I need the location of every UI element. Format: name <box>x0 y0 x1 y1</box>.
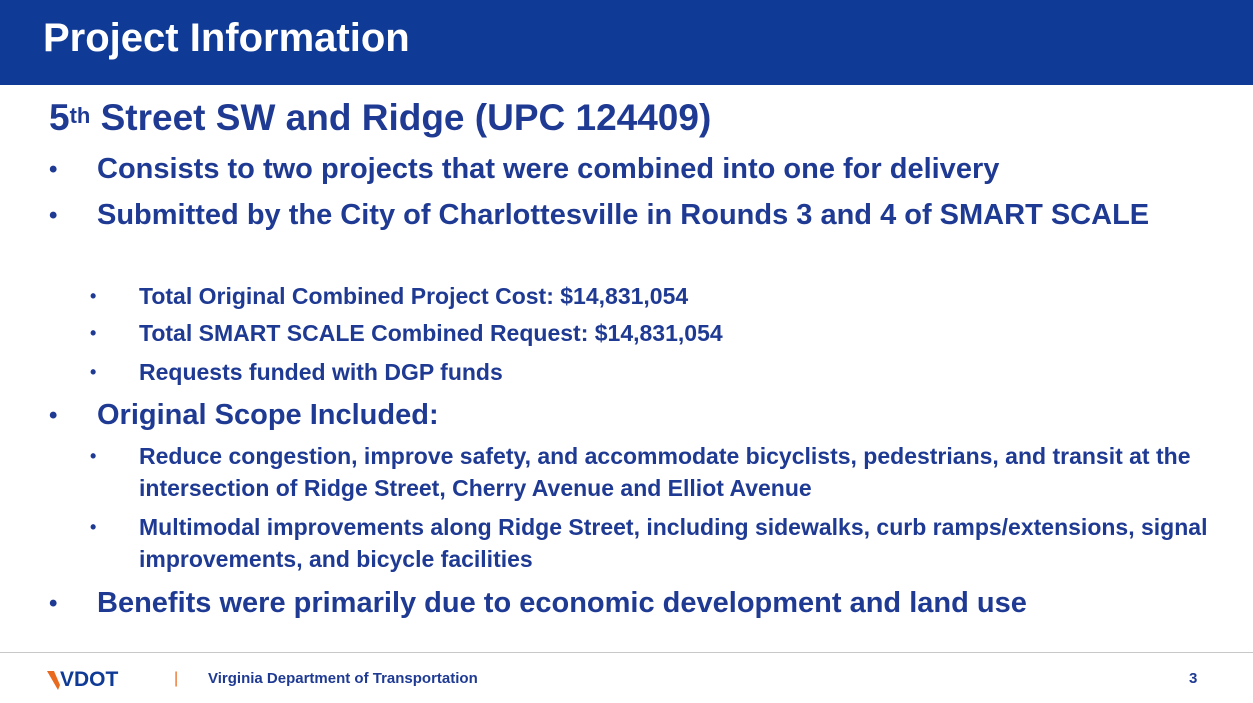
bullet-text: Total SMART SCALE Combined Request: $14,831,054 <box>139 320 723 346</box>
bullet-dot: • <box>90 446 97 466</box>
title-bar <box>0 0 1253 85</box>
bullet-text: Multimodal improvements along Ridge Street, including sidewalks, curb ramps/extensions, signal improvements, and bicycle facilities <box>139 514 1208 572</box>
project-title-sup: th <box>69 103 91 128</box>
vdot-logo <box>46 666 146 692</box>
bullet-dot: • <box>49 402 58 429</box>
bullet-text: Benefits were primarily due to economic development and land use <box>97 587 1027 619</box>
bullet-dot: • <box>90 323 97 343</box>
bullet-text: Original Scope Included: <box>97 399 439 431</box>
bullet-dot: • <box>90 286 97 306</box>
footer-divider <box>0 652 1253 653</box>
bullet-dot: • <box>49 590 58 617</box>
bullet-text: Total Original Combined Project Cost: $14,831,054 <box>139 283 689 309</box>
bullet-text: Requests funded with DGP funds <box>139 359 503 385</box>
bullet-dot: • <box>90 517 97 537</box>
logo-text: VDOT <box>60 668 119 691</box>
bullet-dot: • <box>90 362 97 382</box>
bullet-dot: • <box>49 156 58 183</box>
footer-separator: | <box>174 670 179 687</box>
project-title <box>49 96 711 140</box>
page-number: 3 <box>1189 670 1198 687</box>
bullet-text: Submitted by the City of Charlottesville in Rounds 3 and 4 of SMART SCALE <box>97 199 1150 231</box>
project-title-rest: Street SW and Ridge (UPC 124409) <box>90 97 712 138</box>
bullet-dot: • <box>49 202 58 229</box>
bullet-text: Consists to two projects that were combined into one for delivery <box>97 153 1000 185</box>
project-title-prefix: 5 <box>49 97 70 138</box>
logo-swoosh <box>47 671 60 690</box>
department-name: Virginia Department of Transportation <box>208 670 478 687</box>
bullet-text: Reduce congestion, improve safety, and accommodate bicyclists, pedestrians, and transit at the intersection of Ridge Street, Cherry Avenue and Elliot Avenue <box>139 443 1191 501</box>
slide-title: Project Information <box>43 16 410 60</box>
